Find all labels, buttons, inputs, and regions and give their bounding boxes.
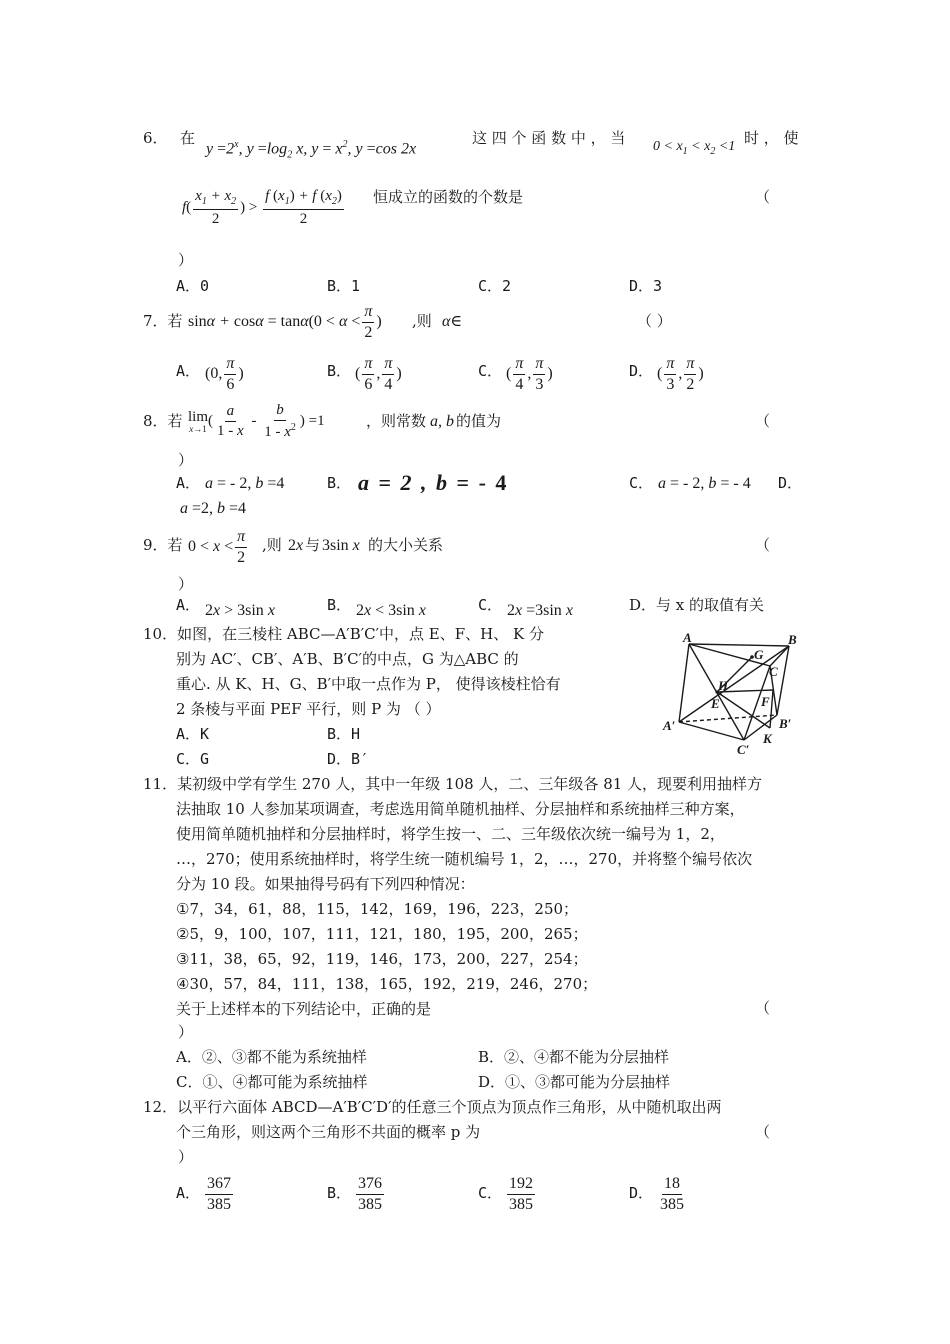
q12-option-c — [505, 1176, 537, 1213]
q7-paren: （ ） — [637, 312, 672, 330]
q6-number: 6． — [143, 129, 168, 147]
q12-option-d-label: D． — [629, 1184, 654, 1202]
q6-functions: $y =2^x$, $y =\log_2$ x, $y = x^2$, y =cos 2x — [206, 139, 417, 161]
q7-option-b: ( $\frac{\pi}{6}$ , $\frac{\pi}{4}$ ) — [355, 355, 402, 393]
q6-pre: 在 — [180, 129, 196, 147]
q9-option-a: 2x > 3sin x — [205, 602, 275, 619]
q7-equation: sinα + cosα = tanα(0 < α < $\frac{\pi}{2}$ ) — [188, 303, 382, 341]
q11-sample-2: ②5，9，100，107，111，121，180，195，200，265； — [176, 925, 588, 943]
figure-label-g: G — [754, 647, 764, 662]
q10-option-c: C．G — [176, 750, 210, 768]
q12-option-a-label: A． — [176, 1184, 201, 1202]
q11-option-c: C．①、④都可能为系统抽样 — [176, 1073, 368, 1091]
q12-option-c-label: C． — [478, 1184, 503, 1202]
q8-paren-close: ） — [178, 451, 194, 469]
triangular-prism-figure — [655, 630, 805, 762]
q9-option-c: 2x =3sin x — [507, 602, 573, 619]
q6-post: 时 ， 使 — [744, 129, 799, 147]
q11-sample-4: ④30，57，84，111，138，165，192，219，246，270； — [176, 975, 598, 993]
q11-paren-open: （ — [755, 999, 771, 1017]
q9-tail3: 的大小关系 — [368, 536, 444, 554]
q8-option-b-label: B． — [327, 474, 352, 492]
q11-sample-1: ①7，34，61，88，115，142，169，196，223，250； — [176, 900, 579, 918]
q8-option-a-label: A． — [176, 474, 201, 492]
q12-a-numerator: 367 — [205, 1176, 233, 1195]
q9-option-a-label: A． — [176, 596, 201, 614]
q12-d-numerator: 18 — [662, 1176, 682, 1195]
q7-option-d: ( $\frac{\pi}{3}$ , $\frac{\pi}{2}$ ) — [657, 355, 704, 393]
q10-line-1: 10．如图，在三棱柱 ABC—A′B′C′中，点 E、F、H、 K 分 — [143, 625, 544, 643]
q12-c-numerator: 192 — [507, 1176, 535, 1195]
q10-option-d: D．B′ — [327, 750, 370, 768]
figure-label-b-prime: B′ — [779, 716, 792, 731]
q6-paren-open: （ — [755, 188, 771, 206]
q9-option-c-label: C． — [478, 596, 503, 614]
q8-tail2: 的值为 — [456, 412, 502, 430]
q9-tail: ,则 — [262, 536, 282, 554]
q8-paren-open: （ — [755, 412, 771, 430]
q10-option-a: A．K — [176, 725, 210, 743]
figure-label-a-prime: A′ — [663, 718, 676, 733]
q7-option-c: ( $\frac{\pi}{4}$ , $\frac{\pi}{3}$ ) — [506, 355, 553, 393]
q9-tail2: 与 — [305, 536, 321, 554]
q10-line-2: 别为 AC′、CB′、A′B、B′C′的中点，G 为△ABC 的 — [176, 650, 519, 668]
figure-label-c-prime: C′ — [737, 742, 750, 757]
q12-option-b — [354, 1176, 386, 1213]
q9-2x: 2x — [288, 537, 304, 554]
q11-line-4: …，270；使用系统抽样时，将学生统一随机编号 1，2，…，270，并将整个编号依次 — [176, 850, 753, 868]
q10-line-3: 重心. 从 K、H、G、B′中取一点作为 P， 使得该棱柱恰有 — [176, 675, 561, 693]
q6-option-b: B．1 — [327, 277, 361, 295]
q8-option-c: a = - 2, b = - 4 — [658, 475, 751, 492]
figure-label-f: F — [761, 694, 770, 709]
q6-mid: 这 四 个 函 数 中 ， 当 — [472, 129, 626, 147]
figure-label-k: K — [763, 731, 772, 746]
q6-cond-tail: 恒成立的函数的个数是 — [373, 188, 524, 206]
q8-option-c-label: C． — [629, 474, 654, 492]
figure-label-c: C — [769, 664, 778, 679]
q12-b-numerator: 376 — [356, 1176, 384, 1195]
q9-range: 0 < x < $\frac{\pi}{2}$ — [188, 528, 246, 566]
q11-option-d: D．①、③都可能为分层抽样 — [478, 1073, 671, 1091]
q12-paren-close: ） — [178, 1148, 194, 1166]
q7-option-a-label: A． — [176, 362, 201, 380]
q8-option-d-label: D． — [778, 474, 803, 492]
q8-option-a: a = - 2, b =4 — [205, 475, 285, 492]
figure-label-a: A — [683, 630, 692, 645]
q9-option-d: D．与 x 的取值有关 — [629, 596, 765, 614]
q8-ab: a, b — [430, 413, 454, 430]
figure-label-e: E — [711, 696, 720, 711]
q7-number: 7．若 — [143, 312, 183, 330]
q7-option-c-label: C． — [478, 362, 503, 380]
figure-label-h: H — [718, 678, 729, 693]
q6-option-d: D．3 — [629, 277, 663, 295]
q11-line-5: 分为 10 段。如果抽得号码有下列四种情况： — [176, 875, 475, 893]
q12-a-denominator: 385 — [207, 1196, 231, 1213]
q7-alpha-in: α∈ — [442, 313, 463, 330]
q6-option-a: A．0 — [176, 277, 210, 295]
q12-option-a — [203, 1176, 235, 1213]
q10-line-4: 2 条棱与平面 PEF 平行，则 P 为 （ ） — [176, 700, 441, 718]
q12-option-d — [656, 1176, 688, 1213]
q9-number: 9．若 — [143, 536, 183, 554]
q8-option-d: a =2, b =4 — [180, 500, 247, 517]
q12-line-1: 12．以平行六面体 ABCD—A′B′C′D′的任意三个顶点为顶点作三角形，从中随机取出两 — [143, 1098, 722, 1116]
q7-option-a: (0, $\frac{\pi}{6}$ ) — [205, 355, 244, 393]
q12-option-b-label: B． — [327, 1184, 352, 1202]
q11-line-2: 法抽取 10 人参加某项调查，考虑选用简单随机抽样、分层抽样和系统抽样三种方案， — [176, 800, 745, 818]
q11-sample-3: ③11，38，65，92，119，146，173，200，227，254； — [176, 950, 588, 968]
q12-c-denominator: 385 — [509, 1196, 533, 1213]
q12-line-2: 个三角形，则这两个三角形不共面的概率 p 为 — [176, 1123, 481, 1141]
q11-line-1: 11．某初级中学有学生 270 人，其中一年级 108 人，二、三年级各 81 人，现要利用抽样方 — [143, 775, 763, 793]
q8-option-b: a = 2 , b = - 4 — [358, 470, 509, 495]
figure-label-b: B — [788, 632, 797, 647]
q9-option-b: 2x < 3sin x — [356, 602, 426, 619]
q8-tail: ，则常数 — [366, 412, 427, 430]
q11-question: 关于上述样本的下列结论中，正确的是 — [176, 1000, 432, 1018]
q11-option-b: B．②、④都不能为分层抽样 — [478, 1048, 670, 1066]
q9-paren-close: ） — [178, 575, 194, 593]
q8-number: 8．若 — [143, 412, 183, 430]
q12-b-denominator: 385 — [358, 1196, 382, 1213]
q11-paren-close: ） — [178, 1023, 194, 1041]
q6-condition: $0 < x_1 < x_2 <1$ — [653, 139, 736, 157]
q7-option-d-label: D． — [629, 362, 654, 380]
q11-line-3: 使用简单随机抽样和分层抽样时，将学生按一、二、三年级依次统一编号为 1，2， — [176, 825, 725, 843]
q9-option-b-label: B． — [327, 596, 352, 614]
q6-inequality: f( $\frac{x_1 + x_2}{2}$ ) > $\frac{f (x_1) + f (x_2)}{2}$ — [182, 188, 342, 227]
q10-option-b: B．H — [327, 725, 361, 743]
q12-d-denominator: 385 — [660, 1196, 684, 1213]
q9-3sinx: 3sin x — [322, 537, 360, 554]
q11-option-a: A．②、③都不能为系统抽样 — [176, 1048, 367, 1066]
q6-option-c: C．2 — [478, 277, 512, 295]
q8-limit: lim x→1 ( $\frac{a}{1 - x}$ - $\frac{b}{1 - x^2}$ ) =1 — [188, 402, 325, 440]
q6-paren-close: ） — [178, 251, 194, 269]
q7-option-b-label: B． — [327, 362, 352, 380]
q12-paren-open: （ — [755, 1123, 771, 1141]
q7-tail: ,则 — [412, 312, 432, 330]
q9-paren-open: （ — [755, 536, 771, 554]
